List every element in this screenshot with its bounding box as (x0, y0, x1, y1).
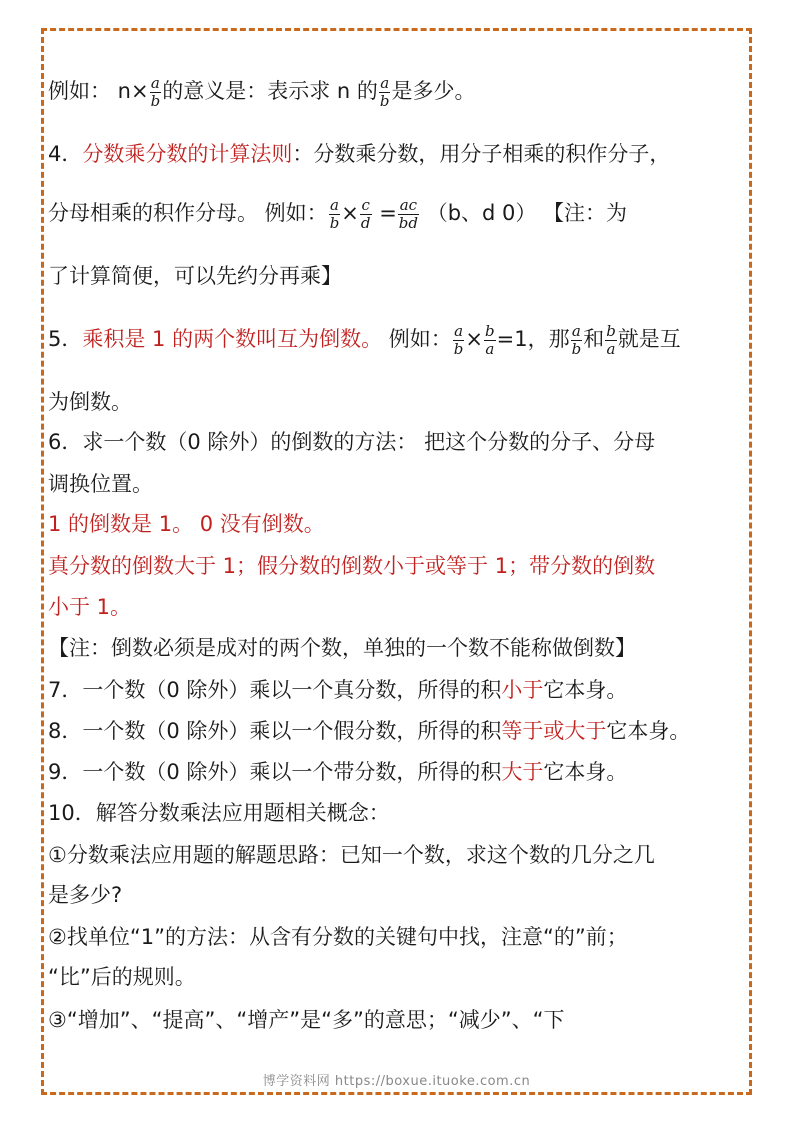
rule-6-line-2: 调换位置。 (48, 472, 153, 496)
concept-2-line-1: ②找单位“1”的方法：从含有分数的关键句中找，注意“的”前； (48, 925, 628, 949)
example-line-1 (48, 70, 475, 112)
text: 例如： n× (48, 79, 149, 103)
fraction: $\frac{a}{b}$ (453, 321, 464, 358)
rule-9: 9．一个数（0 除外）乘以一个带分数，所得的积大于它本身。 (48, 760, 628, 784)
highlight-text: 分数乘分数的计算法则 (82, 142, 293, 166)
reciprocal-note: 【注：倒数必须是成对的两个数，单独的一个数不能称做倒数】 (48, 636, 636, 660)
concept-1-line-1: ①分数乘法应用题的解题思路：已知一个数，求这个数的几分之几 (48, 843, 655, 867)
concept-1-line-2: 是多少? (48, 883, 123, 907)
reciprocal-rule-line-1: 真分数的倒数大于 1；假分数的倒数小于或等于 1；带分数的倒数 (48, 554, 656, 578)
fraction: $\frac{a}{b}$ (379, 73, 390, 110)
fraction: $\frac{b}{a}$ (606, 321, 616, 358)
highlight-text: 乘积是 1 的两个数叫互为倒数。 (82, 327, 383, 351)
rule-6-line-1: 6．求一个数（0 除外）的倒数的方法： 把这个分数的分子、分母 (48, 430, 656, 454)
rule-4-line-3: 了计算简便，可以先约分再乘】 (48, 264, 342, 288)
reciprocal-rule-line-2: 小于 1。 (48, 595, 132, 619)
fraction: $\frac{a}{b}$ (329, 195, 340, 232)
rule-7: 7．一个数（0 除外）乘以一个真分数，所得的积小于它本身。 (48, 678, 628, 702)
rule-5-line-2: 为倒数。 (48, 390, 132, 414)
rule-4-line-1: 4．分数乘分数的计算法则：分数乘分数，用分子相乘的积作分子， (48, 142, 671, 166)
highlight-text: 等于或大于 (501, 719, 607, 743)
text: 是多少。 (391, 79, 476, 103)
reciprocal-of-one-note: 1 的倒数是 1。 0 没有倒数。 (48, 512, 325, 536)
rule-10-heading: 10．解答分数乘法应用题相关概念： (48, 801, 390, 825)
concept-3-line-1: ③“增加”、“提高”、“增产”是“多”的意思；“减少”、“下 (48, 1008, 565, 1032)
concept-2-line-2: “比”后的规则。 (48, 965, 196, 989)
fraction: $\frac{a}{b}$ (571, 321, 582, 358)
rule-4-line-2: 分母相乘的积作分母。 例如： $\frac{a}{b}$ × $\frac{c}{d}$ = $\frac{ac}{bd}$ （b、d 0） 【注：为 (48, 195, 628, 232)
rule-5-line-1: 5．乘积是 1 的两个数叫互为倒数。 例如： $\frac{a}{b}$ × $\frac{b}{a}$ =1，那 $\frac{a}{b}$ 和 $\frac{b}{a}$ 就是互 (48, 321, 681, 358)
highlight-text: 小于 (501, 678, 544, 702)
fraction: $\frac{b}{a}$ (485, 321, 495, 358)
text: 的意义是：表示求 n 的 (162, 79, 378, 103)
rule-8: 8．一个数（0 除外）乘以一个假分数，所得的积等于或大于它本身。 (48, 719, 691, 743)
fraction: $\frac{a}{b}$ (150, 73, 161, 110)
footer-watermark: 博学资料网 https://boxue.ituoke.com.cn (262, 1074, 531, 1089)
fraction: $\frac{c}{d}$ (360, 195, 371, 232)
highlight-text: 大于 (501, 760, 544, 784)
fraction: $\frac{ac}{bd}$ (398, 195, 419, 232)
